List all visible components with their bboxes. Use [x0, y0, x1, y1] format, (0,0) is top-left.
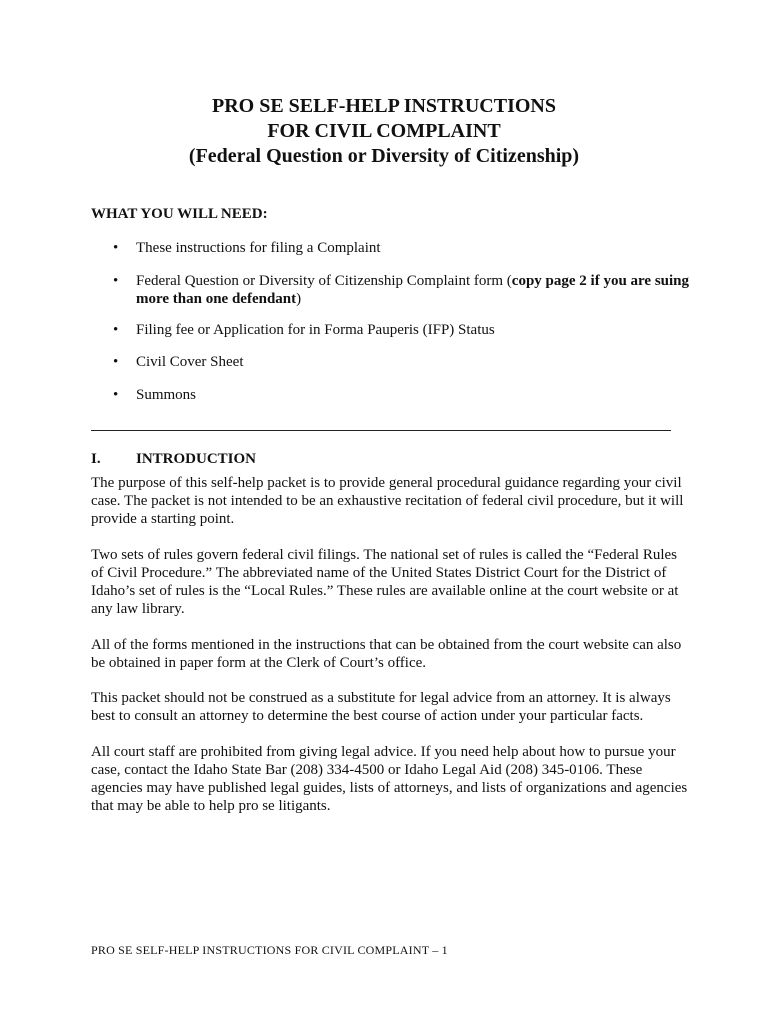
document-title-line-1: PRO SE SELF-HELP INSTRUCTIONS [212, 95, 556, 117]
needs-item-text-bold: copy page 2 if you are suing more than one defendant [136, 273, 690, 307]
bullet-icon: • [113, 322, 119, 338]
needs-item-text: Summons [136, 387, 197, 403]
body-paragraph: The purpose of this self-help packet is to provide general procedural guidance regarding your civil case. The packet is not intended to be an exhaustive recitation of federal civil procedure, but it will provide a starting point. [91, 475, 684, 527]
needs-item-text: Filing fee or Application for in Forma Pauperis (IFP) Status [136, 322, 495, 338]
needs-item-text-plain: Federal Question or Diversity of Citizenship Complaint form ( [136, 273, 512, 289]
section-title: INTRODUCTION [136, 451, 257, 467]
bullet-icon: • [113, 273, 119, 289]
needs-item-text: Civil Cover Sheet [136, 354, 244, 370]
needs-item-text: These instructions for filing a Complaint [136, 240, 381, 256]
bullet-icon: • [113, 240, 119, 256]
body-paragraph: All of the forms mentioned in the instructions that can be obtained from the court website can also be obtained in paper form at the Clerk of Court’s office. [91, 637, 682, 671]
document-title-line-2: FOR CIVIL COMPLAINT [267, 120, 501, 142]
horizontal-divider [91, 430, 671, 431]
needs-item-text [136, 272, 696, 308]
bullet-icon: • [113, 387, 119, 403]
needs-item-text-after: ) [296, 291, 302, 307]
needs-heading: WHAT YOU WILL NEED: [91, 206, 268, 222]
body-paragraph: All court staff are prohibited from giving legal advice. If you need help about how to pursue your case, contact the Idaho State Bar (208) 334-4500 or Idaho Legal Aid (208) 345-0106. These agencies may have published legal guides, lists of attorneys, and lists of organizations and agencies that may be able to help pro se litigants. [91, 744, 688, 814]
section-number: I. [91, 451, 101, 467]
document-title-line-3: (Federal Question or Diversity of Citizenship) [188, 145, 580, 167]
body-paragraph: This packet should not be construed as a substitute for legal advice from an attorney. It is always best to consult an attorney to determine the best course of action under your particular facts. [91, 690, 671, 724]
bullet-icon: • [113, 354, 119, 370]
page-footer: PRO SE SELF-HELP INSTRUCTIONS FOR CIVIL COMPLAINT – 1 [91, 943, 448, 957]
body-paragraph: Two sets of rules govern federal civil filings. The national set of rules is called the “Federal Rules of Civil Procedure.” The abbreviated name of the United States District Court for the District of Idaho’s set of rules is the “Local Rules.” These rules are available online at the court website or at any law library. [91, 547, 679, 617]
